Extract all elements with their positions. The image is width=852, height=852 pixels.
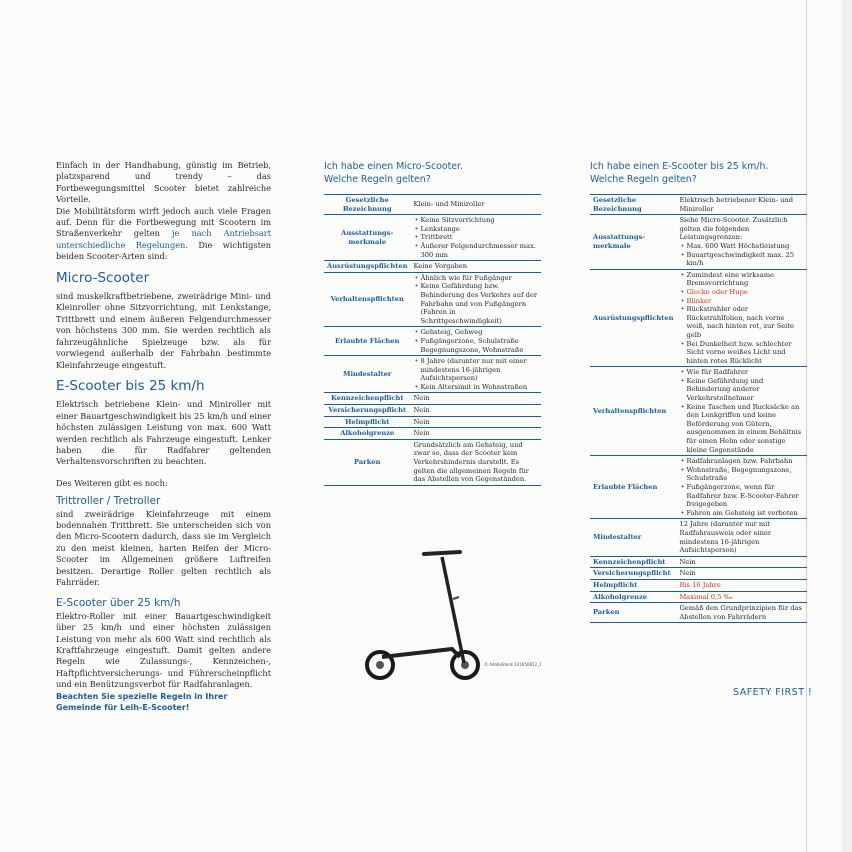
row-label: Alkoholgrenze	[324, 428, 410, 440]
list-item: • Keine Gefährdung und Behinderung anderer Verkehrsteilnehmer	[686, 377, 804, 403]
row-value: Klein- und Miniroller	[410, 195, 541, 215]
list-item: • Äußerer Felgendurchmesser max. 300 mm	[420, 242, 538, 259]
row-label: Ausrüstungspflichten	[590, 269, 676, 367]
table-row	[324, 215, 541, 261]
escooter-heading: E-Scooter bis 25 km/h	[56, 377, 205, 394]
intro-column	[56, 160, 271, 713]
row-label: Helmpflicht	[590, 579, 676, 591]
row-value	[676, 269, 807, 367]
table-row	[324, 405, 541, 417]
escooter-table-title-line1: Ich habe einen E-Scooter bis 25 km/h.	[590, 161, 769, 172]
list-item: • Fußgängerzone, Schulstraße Begegnungszone, Wohnstraße	[420, 337, 538, 354]
row-label: Ausrüstungspflichten	[324, 261, 410, 273]
list-item: • Bauartgeschwindigkeit max. 25 km/h	[686, 251, 804, 268]
table-row	[590, 591, 807, 603]
table-row	[324, 428, 541, 440]
leih-scooter-note: Beachten Sie spezielle Regeln in Ihrer Gemeinde für Leih-E-Scooter!	[56, 691, 228, 713]
scooter-image	[360, 545, 490, 680]
row-value: Gemäß den Grundprinzipien für das Abstellen von Fahrrädern	[676, 603, 807, 623]
row-label: Mindestalter	[324, 356, 410, 393]
escooter-table-title	[590, 160, 768, 186]
list-item: • Wie für Radfahrer	[686, 368, 804, 377]
trittroller-heading: Trittroller / Tretroller	[56, 495, 161, 508]
list-item: • Gehsteig, Gehweg	[420, 328, 538, 337]
list-item: • Keine Gefährdung bzw. Behinderung des Verkehrs auf der Fahrbahn und von Fußgängern (Fahren in Schrittgeschwindigkeit)	[420, 282, 538, 325]
row-value	[676, 456, 807, 519]
row-label: Verhaltenspflichten	[324, 272, 410, 327]
list-item: • 8 Jahre (darunter nur mit einer mindestens 16-jährigen Aufsichtsperson)	[420, 357, 538, 383]
list-item: • Kein Altersimit in Wohnstraßen	[420, 383, 538, 392]
escooter-over-25-heading: E-Scooter über 25 km/h	[56, 597, 181, 610]
list-item: • Trittbrett	[420, 233, 538, 242]
escooter-table-title-line2: Welche Regeln gelten?	[590, 174, 697, 185]
table-row	[590, 195, 807, 215]
table-row	[324, 272, 541, 327]
escooter-over-25-text: Elektro-Roller mit einer Bauartgeschwindigkeit über 25 km/h und einer höchsten zulässigen Leistung von mehr als 600 Watt sind rechtlich als Kraftfahrzeuge eingestuft. Damit gelten andere Regeln wie Zulassungs-, Kennzeichen-, Haftpflichtversicherungs- und Führerscheinpflicht und ein Benützungsverbot für Radfahranlagen.	[56, 610, 271, 690]
list-item: • Max. 600 Watt Höchstleistung	[686, 242, 804, 251]
table-row	[324, 356, 541, 393]
micro-table-title-line2: Welche Regeln gelten?	[324, 174, 431, 185]
intro-text-c: . Die wichtigsten beiden Scooter-Arten sind:	[56, 239, 271, 262]
table-row	[590, 568, 807, 580]
row-value: Maximal 0,5 ‰	[676, 591, 807, 603]
row-value	[410, 215, 541, 261]
intro-text-b	[56, 206, 271, 263]
safety-first-footer: SAFETY FIRST !	[733, 687, 813, 698]
list-item: • Wohnstraße, Begegnungszone, Schulstraße	[686, 466, 804, 483]
list-item: • Glocke oder Hupe	[686, 288, 804, 297]
row-label: Ausstattungs-merkmale	[324, 215, 410, 261]
escooter-rules-table	[590, 194, 807, 623]
row-label: Parken	[590, 603, 676, 623]
escooter-text: Elektrisch betriebene Klein- und Miniroller mit einer Bauartgeschwindigkeit bis 25 km/h und einer höchsten zulässigen Leistung von max. 600 Watt werden rechtlich als Fahrzeuge eingestuft. Lenker haben die für Radfahrer geltenden Verhaltensvorschriften zu beachten.	[56, 399, 271, 467]
intro-highlight: je nach Antriebsart unterschiedliche Regelungen	[56, 228, 271, 250]
row-label: Versicherungspflicht	[324, 405, 410, 417]
row-label: Gesetzliche Bezeichnung	[324, 195, 410, 215]
row-value: Nein	[410, 393, 541, 405]
list-item: • Lenkstange	[420, 225, 538, 234]
table-row	[590, 367, 807, 456]
row-value: Keine Vorgaben	[410, 261, 541, 273]
micro-scooter-text: sind muskelkraftbetriebene, zweirädrige Mini- und Kleinroller ohne Sitzvorrichtung, mit Lenkstange, Trittbrett und einem äußeren Felgendurchmesser von höchstens 300 mm. Sie werden rechtlich als fahrzeugähnliche Spielzeuge bzw. als für vorwiegend außerhalb der Fahrbahn bestimmte Kleinfahrzeuge eingestuft.	[56, 291, 271, 370]
table-row	[324, 393, 541, 405]
table-row	[590, 269, 807, 367]
table-row	[324, 327, 541, 356]
trittroller-text: sind zweirädrige Kleinfahrzeuge mit einem bodennahen Trittbrett. Sie unterscheiden sich von den Micro-Scootern dadurch, dass sie im Vergleich zu den meist kleinen, harten Reifen der Micro-Scooter im Allgemeinen größere Luftreifen besitzen. Derartige Roller gelten rechtlich als Fahrräder.	[56, 508, 271, 587]
image-credit: © AdobeStock 141650812_1	[484, 662, 542, 667]
intro-text-a: Einfach in der Handhabung, günstig im Betrieb, platzsparend und trendy – das Fortbewegungsmittel Scooter bietet zahlreiche Vorteile.	[56, 160, 271, 205]
micro-rules-table	[324, 194, 541, 486]
list-item: • Bei Dunkelheit bzw. schlechter Sicht vorne weißes Licht und hinten rotes Rücklicht	[686, 340, 804, 366]
table-row	[590, 456, 807, 519]
list-item: • Fußgängerzone, wenn für Radfahrer bzw. E-Scooter-Fahrer freigegeben	[686, 483, 804, 509]
row-value: Grundsätzlich am Gehsteig, und zwar so, dass der Scooter kein Verkehrshindernis darstellt. Es gelten die allgemeinen Regeln für das Abstellen von Gegenständen.	[410, 439, 541, 485]
row-value: Nein	[410, 416, 541, 428]
row-label: Parken	[324, 439, 410, 485]
micro-table-title	[324, 160, 463, 186]
list-item: • Ähnlich wie für Fußgänger	[420, 274, 538, 283]
list-item: • Blinker	[686, 297, 804, 306]
row-value: Bis 16 Jahre	[676, 579, 807, 591]
row-label: Erlaubte Flächen	[324, 327, 410, 356]
table-row	[590, 215, 807, 270]
list-item: • Rückstrahler oder Rückstrahlfolien, nach vorne weiß, nach hinten rot, zur Seite gelb	[686, 305, 804, 339]
row-value: 12 Jahre (darunter nur mit Radfahrausweis oder einer mindestens 16-jährigen Aufsichtsperson)	[676, 519, 807, 556]
row-value	[410, 356, 541, 393]
table-row	[324, 439, 541, 485]
row-label: Ausstattungs-merkmale	[590, 215, 676, 270]
table-row	[590, 519, 807, 556]
page-edge	[842, 0, 852, 852]
list-item: • Radfahranlagen bzw. Fahrbahn	[686, 457, 804, 466]
row-label: Erlaubte Flächen	[590, 456, 676, 519]
row-value: Elektrisch betriebener Klein- und Miniroller	[676, 195, 807, 215]
row-value: Nein	[676, 556, 807, 568]
row-value	[676, 215, 807, 270]
list-item: • Zumindest eine wirksame Bremsvorrichtung	[686, 271, 804, 288]
row-value	[410, 327, 541, 356]
table-row	[590, 603, 807, 623]
list-item: • Fahren am Gehsteig ist verboten	[686, 509, 804, 518]
table-row	[324, 195, 541, 215]
further-intro: Des Weiteren gibt es noch:	[56, 477, 168, 488]
row-value: Nein	[410, 428, 541, 440]
row-label: Mindestalter	[590, 519, 676, 556]
micro-table-title-line1: Ich habe einen Micro-Scooter.	[324, 161, 464, 172]
intro-text-b-start: Die Mobilitätsform wirft jedoch auch viele Fragen auf. Denn für die Fortbewegung mit Scootern im Straßenverkehr gelten	[56, 205, 271, 239]
row-label: Alkoholgrenze	[590, 591, 676, 603]
row-label: Kennzeichenpflicht	[324, 393, 410, 405]
row-label: Verhaltenspflichten	[590, 367, 676, 456]
list-item: • Keine Sitzvorrichtung	[420, 216, 538, 225]
table-row	[324, 416, 541, 428]
row-label: Gesetzliche Bezeichnung	[590, 195, 676, 215]
list-item: • Keine Taschen und Rucksäcke an den Lenkgriffen und keine Beförderung von Gütern, ausgenommen in einem Behältnis für einen Helm oder sonstige kleine Gegenstände	[686, 403, 804, 455]
table-row	[324, 261, 541, 273]
row-value: Nein	[410, 405, 541, 417]
row-label: Versicherungspflicht	[590, 568, 676, 580]
row-label: Helmpflicht	[324, 416, 410, 428]
row-value	[410, 272, 541, 327]
row-value-text: Siehe Micro-Scooter. Zusätzlich gelten die folgenden Leistungsgrenzen:	[679, 216, 788, 242]
row-label: Kennzeichenpflicht	[590, 556, 676, 568]
table-row	[590, 579, 807, 591]
micro-scooter-heading: Micro-Scooter	[56, 269, 150, 286]
table-row	[590, 556, 807, 568]
row-value: Nein	[676, 568, 807, 580]
row-value	[676, 367, 807, 456]
